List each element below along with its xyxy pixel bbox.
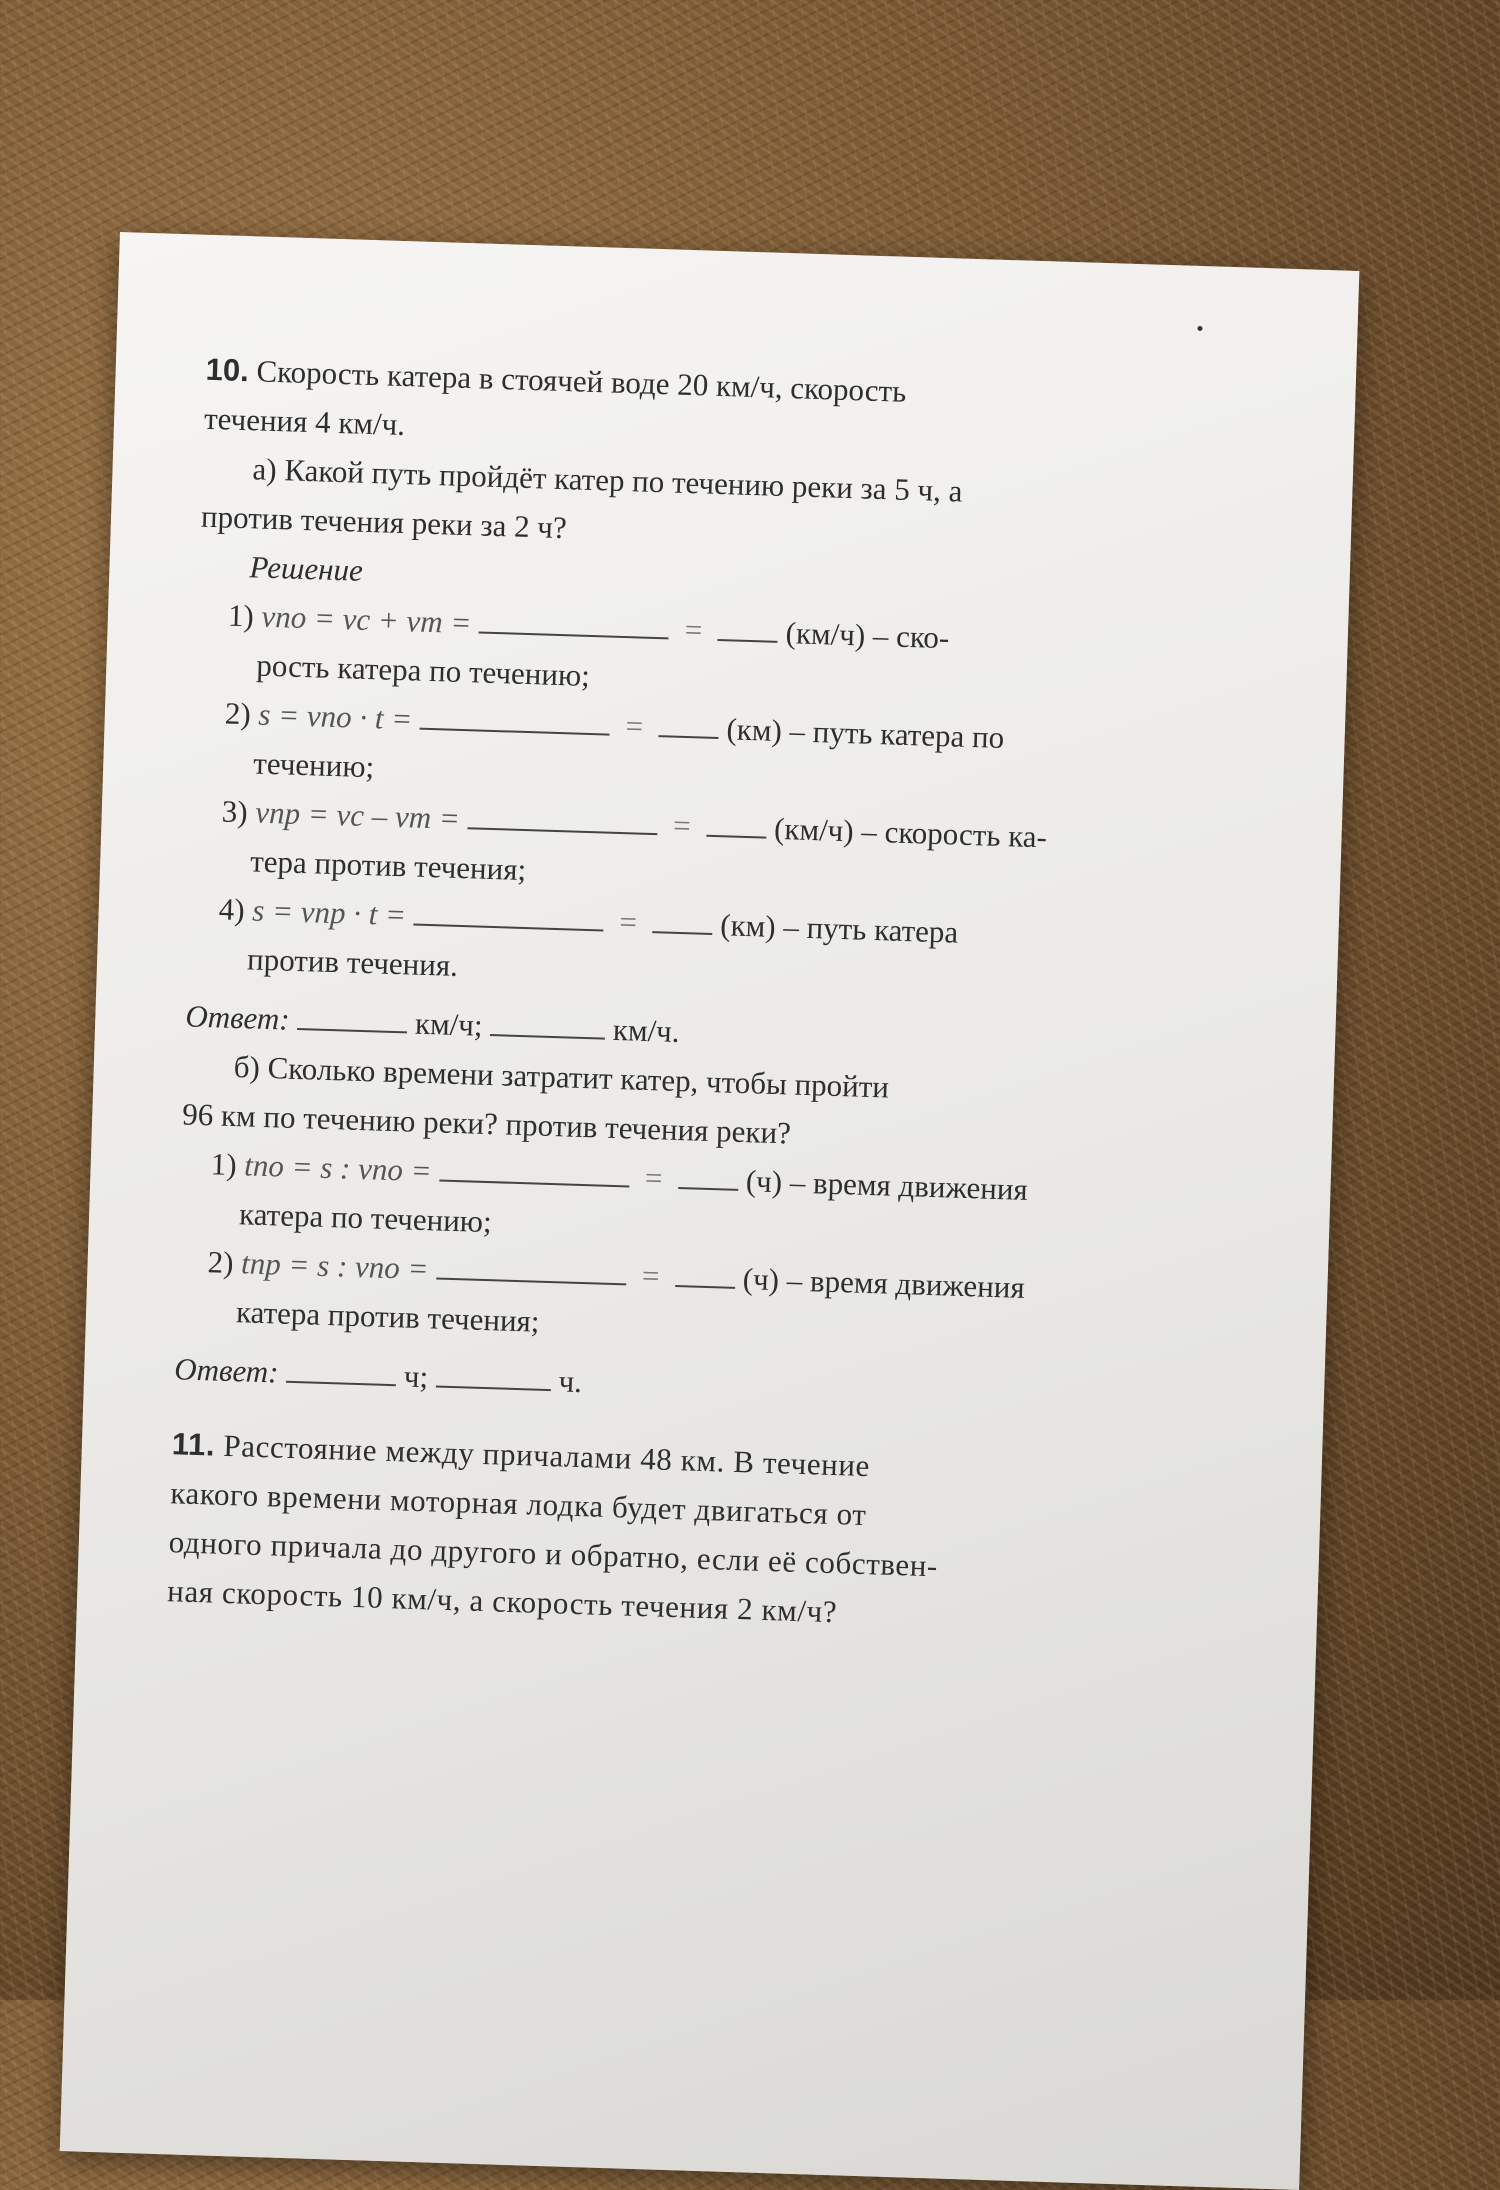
step-number: 3) bbox=[221, 793, 249, 830]
worksheet-content bbox=[167, 345, 1166, 1646]
problem-number: 11. bbox=[171, 1426, 216, 1463]
question-a-line-2: против течения реки за 2 ч? bbox=[200, 498, 568, 546]
equals-sign: = bbox=[625, 708, 644, 744]
solution-heading: Решение bbox=[248, 549, 364, 588]
step-number: 1) bbox=[210, 1146, 238, 1183]
answer-blank[interactable] bbox=[297, 1002, 408, 1033]
answer-blank[interactable] bbox=[490, 1008, 606, 1040]
equals-sign: = bbox=[684, 611, 703, 648]
answer-blank[interactable] bbox=[436, 1251, 627, 1285]
step-3-continuation: тера против течения; bbox=[249, 843, 527, 888]
answer-blank[interactable] bbox=[718, 613, 779, 643]
answer-unit: км/ч. bbox=[612, 1011, 681, 1049]
answer-blank[interactable] bbox=[658, 709, 719, 739]
problem-number: 10. bbox=[205, 351, 250, 389]
step-formula: vпр = vс – vт = bbox=[254, 794, 461, 836]
step-number: 2) bbox=[224, 695, 252, 732]
problem-11-line-2: какого времени моторная лодка будет двигаться от bbox=[169, 1475, 868, 1533]
equals-sign: = bbox=[641, 1257, 660, 1294]
question-b-line-2: 96 км по течению реки? против течения реки? bbox=[181, 1096, 792, 1151]
question-b-line-1: б) Сколько времени затратит катер, чтобы пройти bbox=[233, 1048, 890, 1105]
answer-blank[interactable] bbox=[420, 702, 611, 736]
answer-blank[interactable] bbox=[652, 905, 713, 935]
answer-blank[interactable] bbox=[479, 605, 670, 639]
step-unit: (км) – путь катера по bbox=[725, 711, 1005, 756]
step-unit: (ч) – время движения bbox=[745, 1163, 1029, 1207]
step-number: 4) bbox=[218, 891, 246, 928]
step-formula: tпо = s : vпо = bbox=[243, 1147, 433, 1189]
answer-blank[interactable] bbox=[436, 1359, 552, 1391]
step-formula: vпо = vс + vт = bbox=[261, 598, 472, 641]
answer-blank[interactable] bbox=[286, 1355, 397, 1386]
problem-10-intro-line-2: течения 4 км/ч. bbox=[203, 400, 406, 443]
answer-blank[interactable] bbox=[706, 809, 767, 839]
answer-label: Ответ: bbox=[184, 998, 291, 1037]
step-unit: (км/ч) – ско- bbox=[785, 615, 950, 656]
step-formula: s = vпо · t = bbox=[257, 696, 413, 737]
problem-11-line-4: ная скорость 10 км/ч, а скорость течения 2 км/ч? bbox=[166, 1573, 838, 1630]
answer-blank[interactable] bbox=[467, 801, 658, 835]
worksheet-paper bbox=[60, 232, 1360, 2190]
problem-text: Расстояние между причалами 48 км. В течение bbox=[222, 1427, 871, 1484]
answer-blank[interactable] bbox=[678, 1161, 739, 1191]
answer-label: Ответ: bbox=[173, 1351, 280, 1390]
step-number: 2) bbox=[207, 1244, 235, 1281]
answer-unit: км/ч; bbox=[414, 1005, 484, 1043]
paper-speck bbox=[1197, 326, 1202, 331]
step-number: 1) bbox=[227, 597, 255, 634]
step-1-continuation: рость катера по течению; bbox=[255, 647, 591, 693]
answer-unit: ч. bbox=[558, 1363, 583, 1400]
step-b-2-continuation: катера против течения; bbox=[235, 1294, 541, 1339]
step-4-continuation: против течения. bbox=[246, 941, 459, 983]
answer-unit: ч; bbox=[403, 1358, 429, 1395]
step-2-continuation: течению; bbox=[252, 745, 375, 785]
step-unit: (км/ч) – скорость ка- bbox=[773, 810, 1048, 855]
step-unit: (ч) – время движения bbox=[742, 1261, 1026, 1305]
question-a-line-1: а) Какой путь пройдёт катер по течению реки за 5 ч, а bbox=[252, 451, 963, 509]
step-unit: (км) – путь катера bbox=[719, 907, 959, 950]
problem-text: Скорость катера в стоячей воде 20 км/ч, скорость bbox=[256, 353, 907, 409]
problem-11-line-3: одного причала до другого и обратно, если её собствен- bbox=[168, 1524, 939, 1584]
equals-sign: = bbox=[618, 904, 638, 940]
step-b-1-continuation: катера по течению; bbox=[238, 1196, 493, 1240]
answer-blank[interactable] bbox=[439, 1154, 630, 1188]
step-formula: s = vпр · t = bbox=[251, 892, 407, 933]
step-formula: tпр = s : vпо = bbox=[240, 1245, 430, 1287]
equals-sign: = bbox=[672, 807, 692, 844]
answer-blank[interactable] bbox=[413, 898, 604, 932]
answer-blank[interactable] bbox=[675, 1259, 736, 1289]
equals-sign: = bbox=[644, 1159, 664, 1196]
